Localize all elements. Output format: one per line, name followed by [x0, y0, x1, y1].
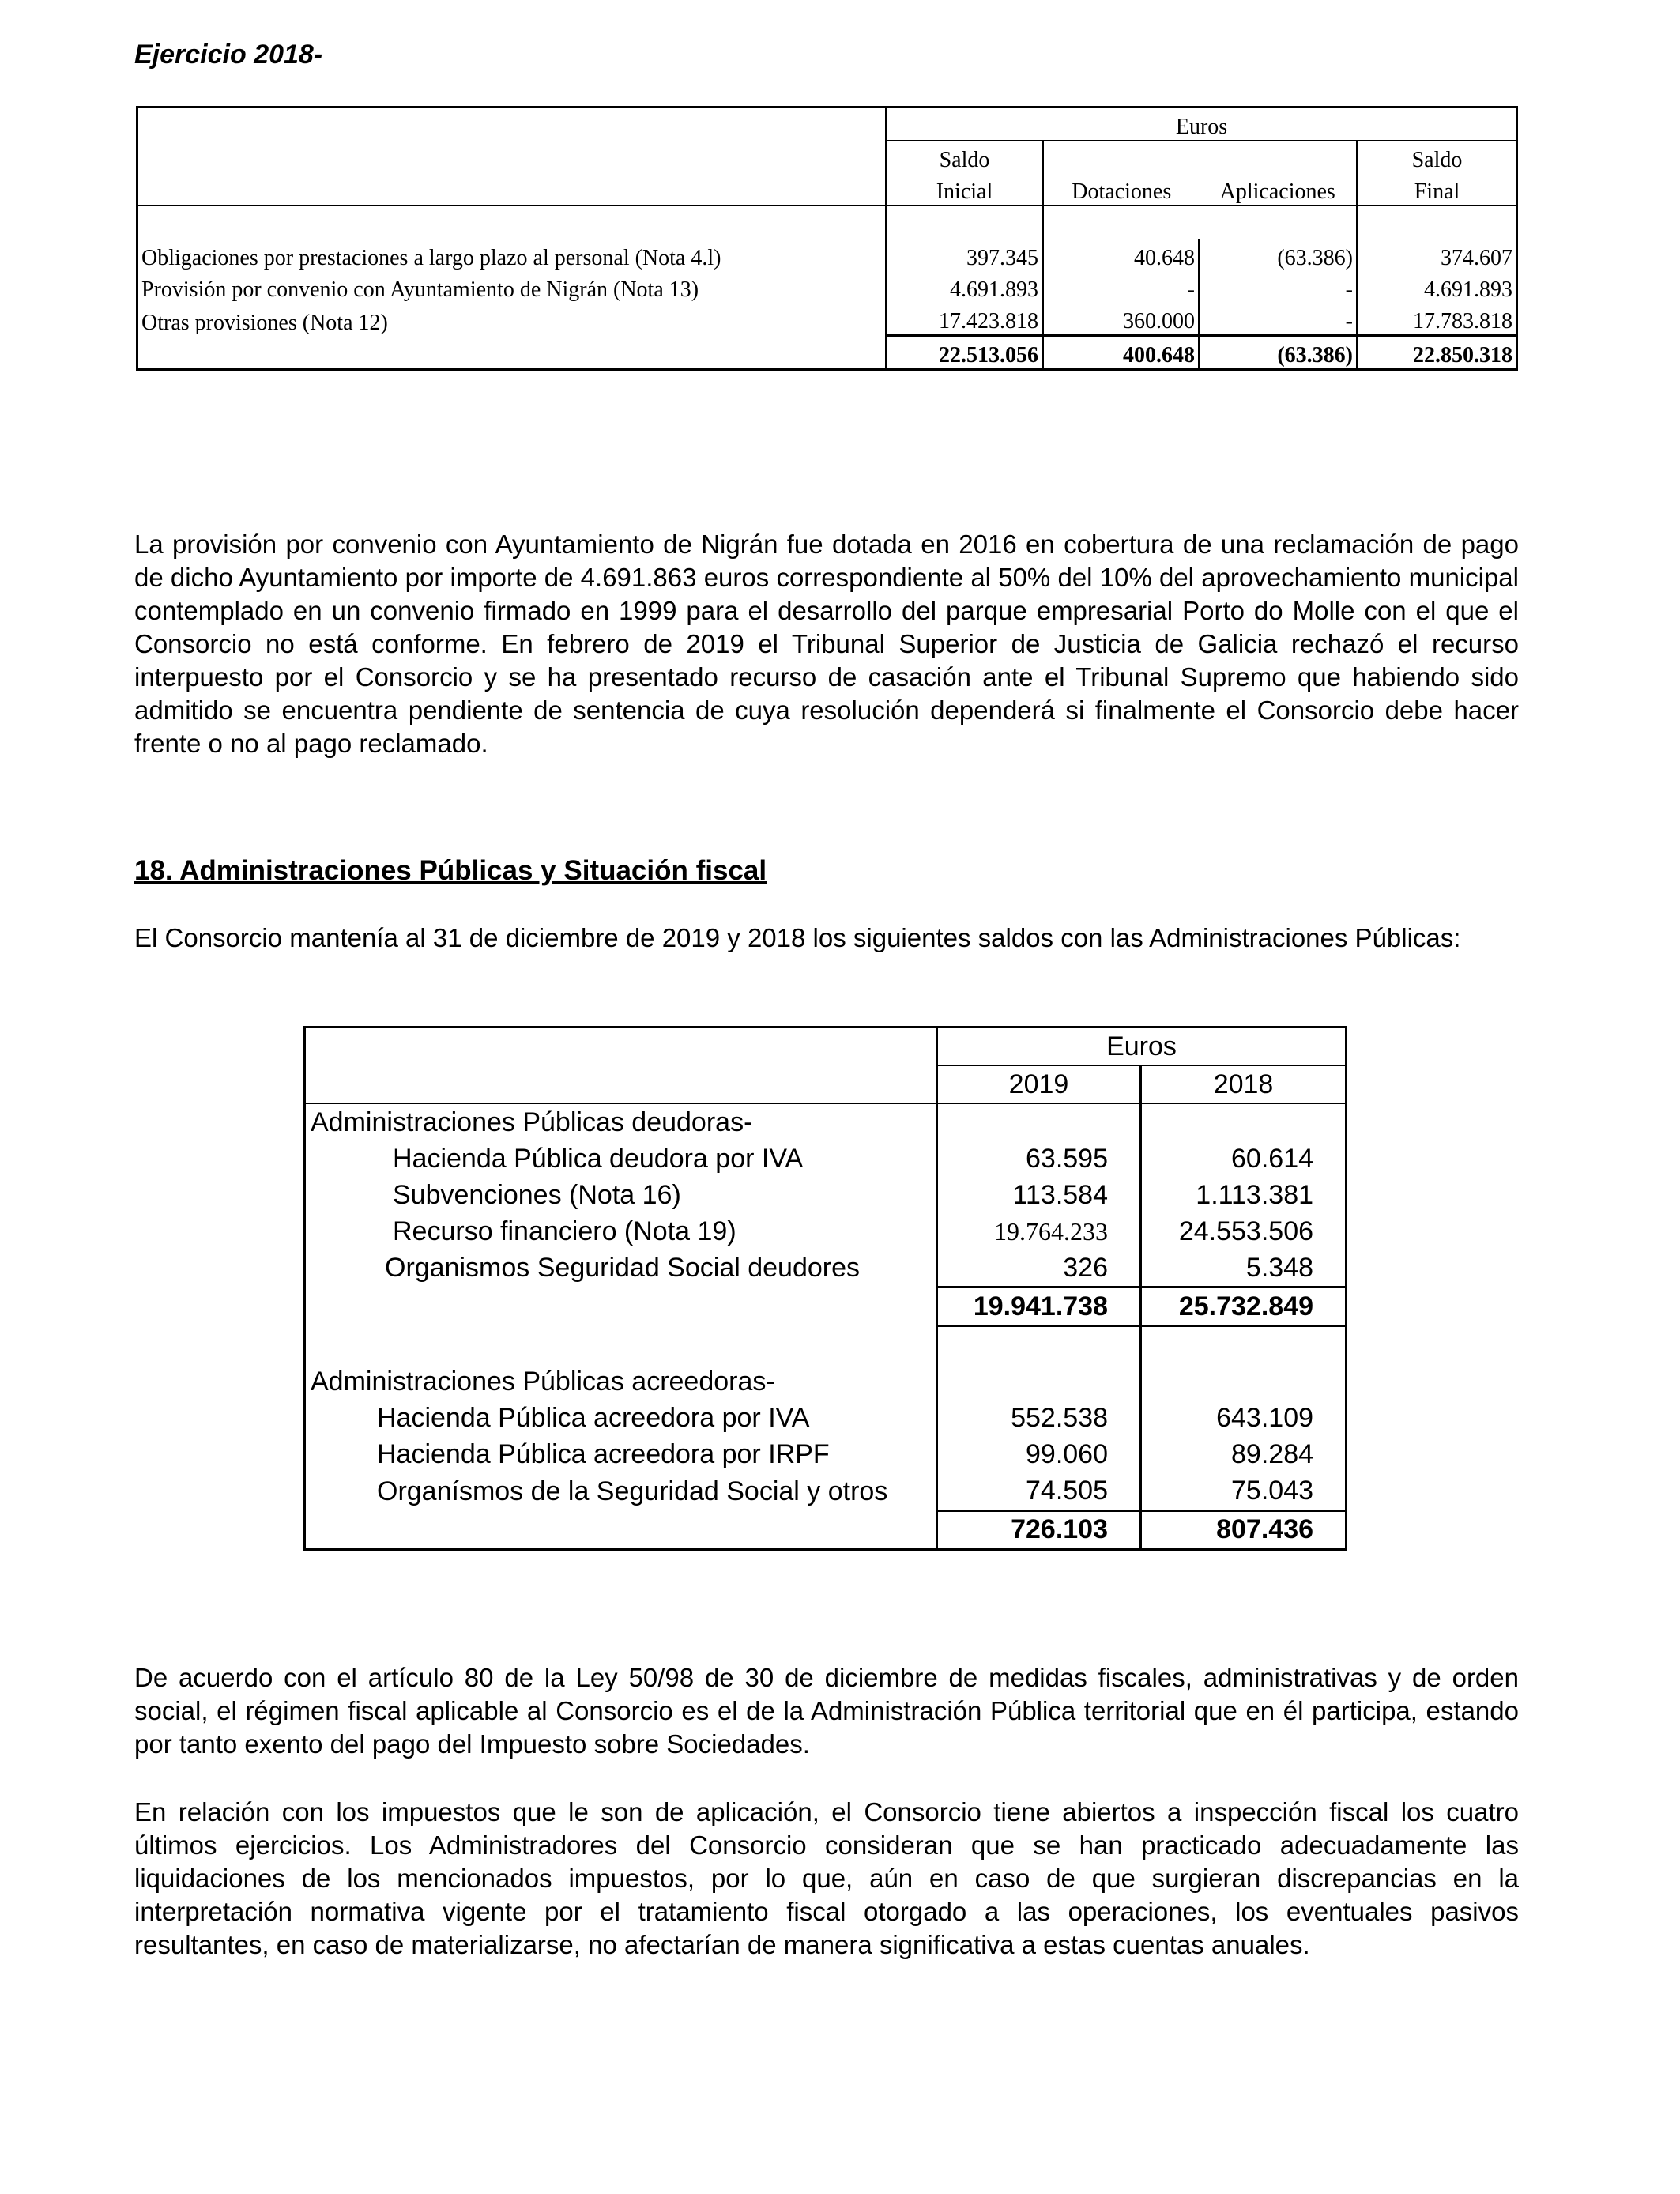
cell-2019: 326	[937, 1250, 1141, 1287]
col-header-dotaciones-2: Dotaciones	[1043, 173, 1200, 205]
cell-2019: 74.505	[937, 1473, 1141, 1511]
cell-2018: 643.109	[1141, 1400, 1347, 1437]
admin-balances-table	[303, 1026, 1347, 1551]
table-row	[137, 271, 1517, 303]
total-saldo-inicial: 22.513.056	[887, 336, 1043, 370]
cell-aplicaciones: -	[1200, 271, 1358, 303]
cell-saldo-inicial: 17.423.818	[887, 303, 1043, 336]
table-row	[305, 1473, 1347, 1511]
section-intro: El Consorcio mantenía al 31 de diciembre de 2019 y 2018 los siguientes saldos con las Administraciones Públicas:	[134, 923, 1461, 952]
ley-paragraph: De acuerdo con el artículo 80 de la Ley 50/98 de 30 de diciembre de medidas fiscales, administrativas y de orden social, el régimen fiscal aplicable al Consorcio es el de la Administración Pública territorial que en él participa, estando por tanto exento del pago del Impuesto sobre Sociedades.	[134, 1663, 1519, 1759]
total-dotaciones: 400.648	[1043, 336, 1200, 370]
creditors-total-2019: 726.103	[937, 1510, 1141, 1549]
admin-spacer-row	[305, 1326, 1347, 1364]
col-header-2018: 2018	[1141, 1065, 1347, 1103]
cell-saldo-final: 374.607	[1358, 239, 1517, 271]
row-label: Hacienda Pública acreedora por IVA	[305, 1400, 937, 1437]
provisions-table	[136, 106, 1518, 371]
creditors-total-2018: 807.436	[1141, 1510, 1347, 1549]
cell-2018: 75.043	[1141, 1473, 1347, 1511]
row-label: Otras provisiones (Nota 12)	[137, 303, 887, 336]
table-row	[137, 303, 1517, 336]
cell-2018: 24.553.506	[1141, 1213, 1347, 1250]
col-header-saldo-final-2: Final	[1358, 173, 1517, 205]
debtors-total-2018: 25.732.849	[1141, 1287, 1347, 1326]
col-header-saldo-inicial-2: Inicial	[887, 173, 1043, 205]
cell-2019: 552.538	[937, 1400, 1141, 1437]
section-title: 18. Administraciones Públicas y Situación fiscal	[134, 855, 767, 886]
row-label: Recurso financiero (Nota 19)	[305, 1213, 937, 1250]
creditors-total-row	[305, 1510, 1347, 1549]
cell-2018: 5.348	[1141, 1250, 1347, 1287]
row-label: Organismos Seguridad Social deudores	[305, 1250, 937, 1287]
creditors-title: Administraciones Públicas acreedoras-	[305, 1364, 937, 1400]
cell-dotaciones: -	[1043, 271, 1200, 303]
provisions-spacer-row	[137, 205, 1517, 239]
cell-2019: 99.060	[937, 1437, 1141, 1473]
row-label: Obligaciones por prestaciones a largo plazo al personal (Nota 4.l)	[137, 239, 887, 271]
cell-2018: 60.614	[1141, 1140, 1347, 1177]
debtors-title: Administraciones Públicas deudoras-	[305, 1103, 937, 1140]
provisions-euros-header: Euros	[887, 107, 1517, 141]
col-header-aplicaciones-1	[1200, 141, 1358, 173]
table-row	[305, 1177, 1347, 1213]
inspeccion-paragraph: En relación con los impuestos que le son de aplicación, el Consorcio tiene abiertos a inspección fiscal los cuatro últimos ejercicios. Los Administradores del Consorcio consideran que se han practicado adecuadamente las liquidaciones de los mencionados impuestos, por lo que, aún en caso de que surgieran discrepancias en la interpretación normativa vigente por el tratamiento fiscal otorgado a las operaciones, los eventuales pasivos resultantes, en caso de materializarse, no afectarían de manera significativa a estas cuentas anuales.	[134, 1797, 1519, 1959]
debtors-title-row	[305, 1103, 1347, 1140]
exercise-heading: Ejercicio 2018-	[134, 40, 323, 70]
provisions-header-row-3	[137, 173, 1517, 205]
debtors-total-2019: 19.941.738	[937, 1287, 1141, 1326]
row-label: Provisión por convenio con Ayuntamiento de Nigrán (Nota 13)	[137, 271, 887, 303]
cell-saldo-inicial: 4.691.893	[887, 271, 1043, 303]
row-label: Hacienda Pública acreedora por IRPF	[305, 1437, 937, 1473]
provision-paragraph: La provisión por convenio con Ayuntamiento de Nigrán fue dotada en 2016 en cobertura de una reclamación de pago de dicho Ayuntamiento por importe de 4.691.863 euros correspondiente al 50% del 10% del aprovechamiento municipal contemplado en un convenio firmado en 1999 para el desarrollo del parque empresarial Porto do Molle con el que el Consorcio no está conforme. En febrero de 2019 el Tribunal Superior de Justicia de Galicia rechazó el recurso interpuesto por el Consorcio y se ha presentado recurso de casación ante el Tribunal Supremo que habiendo sido admitido se encuentra pendiente de sentencia de cuya resolución dependerá si finalmente el Consorcio debe hacer frente o no al pago reclamado.	[134, 530, 1519, 758]
col-header-saldo-inicial-1: Saldo	[887, 141, 1043, 173]
table-row	[137, 239, 1517, 271]
total-aplicaciones: (63.386)	[1200, 336, 1358, 370]
cell-dotaciones: 40.648	[1043, 239, 1200, 271]
debtors-total-row	[305, 1287, 1347, 1326]
creditors-title-row	[305, 1364, 1347, 1400]
provisions-total-row	[137, 336, 1517, 370]
cell-dotaciones: 360.000	[1043, 303, 1200, 336]
table-row	[305, 1250, 1347, 1287]
table-row	[305, 1213, 1347, 1250]
admin-header-row-2	[305, 1065, 1347, 1103]
provisions-header-row-2	[137, 141, 1517, 173]
table-row	[305, 1140, 1347, 1177]
admin-euros-header: Euros	[937, 1027, 1347, 1066]
provisions-header-row-1	[137, 107, 1517, 141]
cell-saldo-inicial: 397.345	[887, 239, 1043, 271]
table-row	[305, 1437, 1347, 1473]
row-label: Organísmos de la Seguridad Social y otros	[305, 1473, 937, 1511]
cell-aplicaciones: -	[1200, 303, 1358, 336]
cell-2019: 113.584	[937, 1177, 1141, 1213]
cell-saldo-final: 4.691.893	[1358, 271, 1517, 303]
cell-2018: 1.113.381	[1141, 1177, 1347, 1213]
row-label: Hacienda Pública deudora por IVA	[305, 1140, 937, 1177]
cell-saldo-final: 17.783.818	[1358, 303, 1517, 336]
cell-2019: 63.595	[937, 1140, 1141, 1177]
col-header-dotaciones-1	[1043, 141, 1200, 173]
total-saldo-final: 22.850.318	[1358, 336, 1517, 370]
cell-aplicaciones: (63.386)	[1200, 239, 1358, 271]
cell-2018: 89.284	[1141, 1437, 1347, 1473]
table-row	[305, 1400, 1347, 1437]
admin-header-row-1	[305, 1027, 1347, 1066]
col-header-saldo-final-1: Saldo	[1358, 141, 1517, 173]
cell-2019: 19.764.233	[937, 1213, 1141, 1250]
col-header-2019: 2019	[937, 1065, 1141, 1103]
col-header-aplicaciones-2: Aplicaciones	[1219, 179, 1335, 204]
row-label: Subvenciones (Nota 16)	[305, 1177, 937, 1213]
